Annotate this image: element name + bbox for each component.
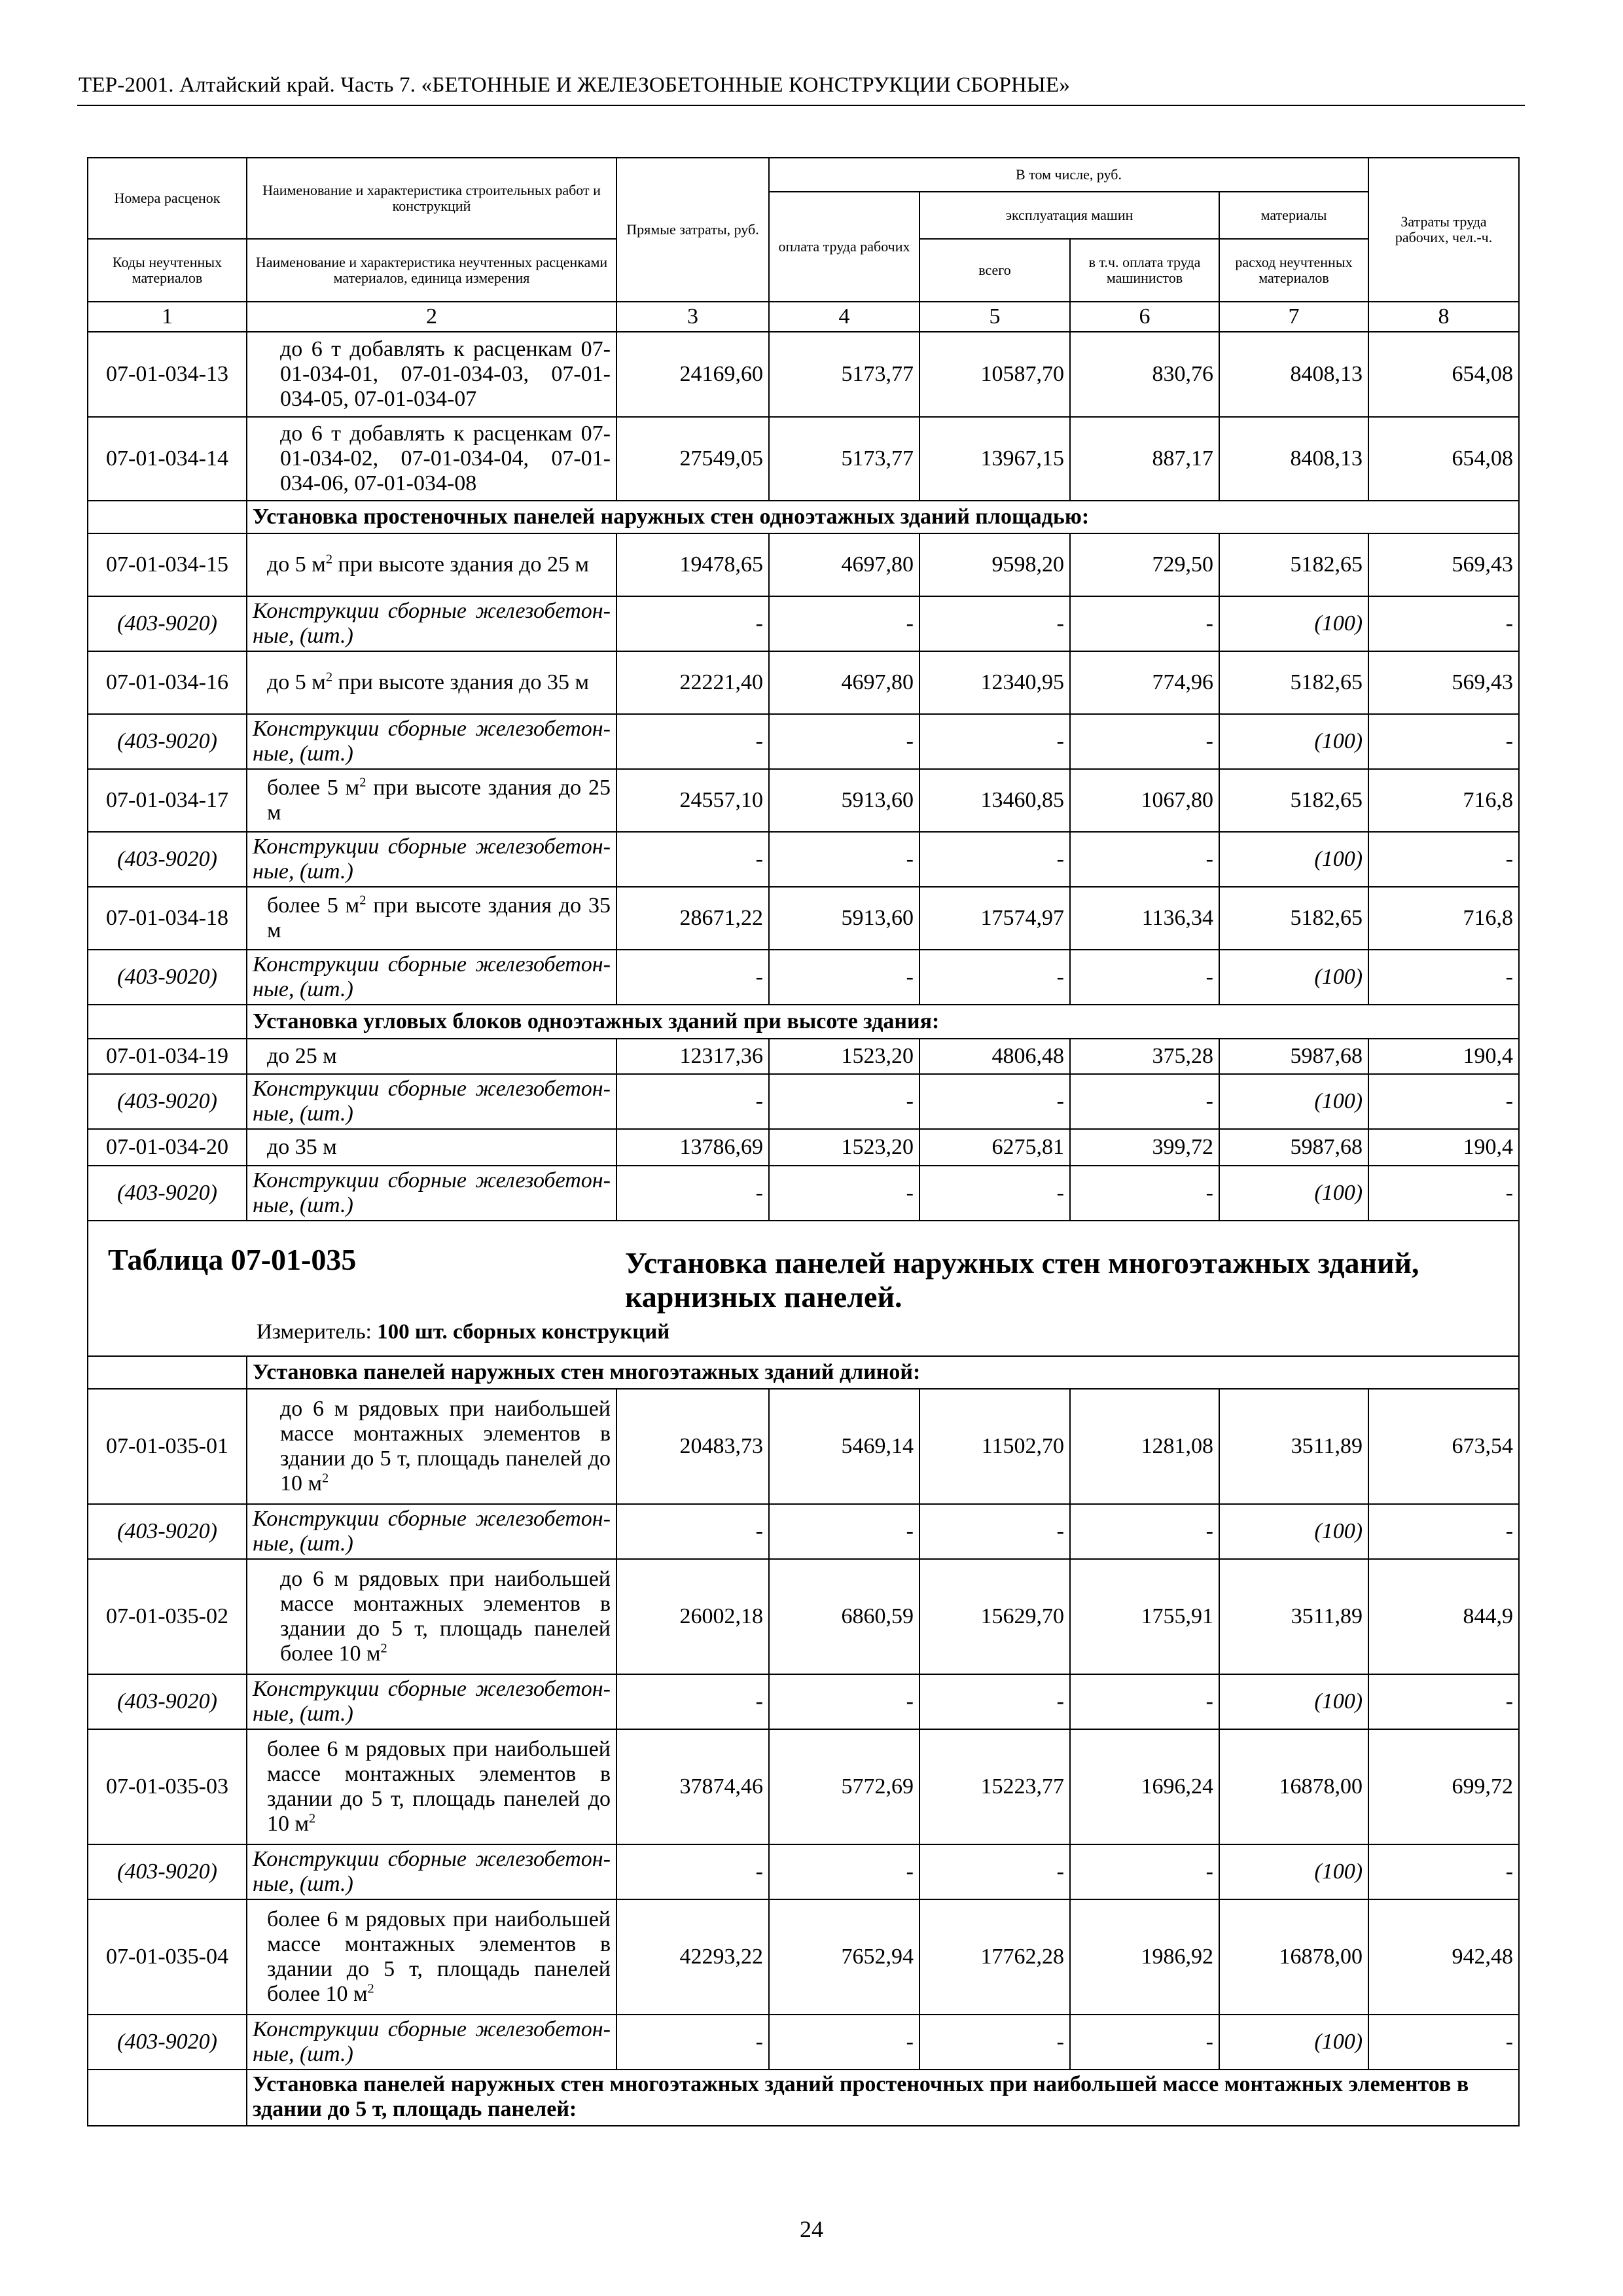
labor-pay: 5772,69	[769, 1729, 919, 1844]
material-quantity: (100)	[1219, 1166, 1368, 1221]
machines-total: 11502,70	[919, 1389, 1070, 1504]
material-quantity: (100)	[1219, 1674, 1368, 1729]
direct-costs: 13786,69	[616, 1129, 769, 1166]
rate-code: 07-01-034-20	[88, 1129, 247, 1166]
running-head: ТЕР-2001. Алтайский край. Часть 7. «БЕТОННЫЕ И ЖЕЛЕЗОБЕТОННЫЕ КОНСТРУКЦИИ СБОРНЫЕ»	[79, 73, 1071, 97]
material-code: (403-9020)	[88, 714, 247, 769]
labor-hours: 716,8	[1368, 769, 1519, 832]
machines-operators: 830,76	[1070, 332, 1219, 417]
labor-pay: 4697,80	[769, 651, 919, 714]
labor-hours: 673,54	[1368, 1389, 1519, 1504]
column-index: 5	[919, 302, 1070, 332]
header-labor-pay: оплата труда рабочих	[769, 192, 919, 302]
material-code: (403-9020)	[88, 950, 247, 1005]
work-description: до 6 т добавлять к расценкам 07-01-034-01, 07-01-034-03, 07-01-034-05, 07-01-034-07	[247, 332, 616, 417]
column-index: 1	[88, 302, 247, 332]
section-heading: Установка простеночных панелей наружных стен одноэтажных зданий площадью:	[247, 501, 1519, 533]
rate-code: 07-01-034-14	[88, 417, 247, 501]
material-code: (403-9020)	[88, 832, 247, 887]
materials-cost: 16878,00	[1219, 1729, 1368, 1844]
material-row: (403-9020) Конструкции сборные железобетонные, (шт.) - - - - (100) -	[88, 1166, 1519, 1221]
direct-costs: 22221,40	[616, 651, 769, 714]
rate-code: 07-01-035-02	[88, 1559, 247, 1674]
machines-total: 6275,81	[919, 1129, 1070, 1166]
header-direct-costs: Прямые затраты, руб.	[616, 158, 769, 302]
column-index: 3	[616, 302, 769, 332]
direct-costs: 37874,46	[616, 1729, 769, 1844]
column-index: 4	[769, 302, 919, 332]
rate-code: 07-01-034-18	[88, 887, 247, 950]
direct-costs: 24557,10	[616, 769, 769, 832]
rate-code: 07-01-034-13	[88, 332, 247, 417]
machines-operators: 729,50	[1070, 533, 1219, 596]
labor-hours: 844,9	[1368, 1559, 1519, 1674]
work-description: более 6 м рядовых при наибольшей массе монтажных элементов в здании до 5 т, площадь панелей до 10 $м^2$	[247, 1729, 616, 1844]
table-title: Таблица 07-01-035	[108, 1243, 357, 1276]
header-work-name: Наименование и характеристика строительных работ и конструкций	[247, 158, 616, 239]
material-name: Конструкции сборные железобетонные, (шт.)	[247, 1166, 616, 1221]
column-index: 7	[1219, 302, 1368, 332]
material-code: (403-9020)	[88, 1074, 247, 1129]
materials-cost: 8408,13	[1219, 417, 1368, 501]
header-materials: материалы	[1219, 192, 1368, 239]
work-description: до 5 $м^2$ при высоте здания до 25 м	[247, 533, 616, 596]
rate-code: 07-01-035-04	[88, 1899, 247, 2015]
materials-cost: 3511,89	[1219, 1389, 1368, 1504]
machines-total: 13967,15	[919, 417, 1070, 501]
table-row	[88, 769, 1519, 832]
material-name: Конструкции сборные железобетонные, (шт.)	[247, 714, 616, 769]
machines-operators: 887,17	[1070, 417, 1219, 501]
direct-costs: 24169,60	[616, 332, 769, 417]
table-title-block	[88, 1221, 1519, 1356]
table-row	[88, 1389, 1519, 1504]
work-description: более 5 $м^2$ при высоте здания до 25 м	[247, 769, 616, 832]
column-index: 8	[1368, 302, 1519, 332]
work-description: более 5 $м^2$ при высоте здания до 35 м	[247, 887, 616, 950]
material-row: (403-9020) Конструкции сборные железобетонные, (шт.) - - - - (100) -	[88, 1674, 1519, 1729]
machines-total: 13460,85	[919, 769, 1070, 832]
machines-total: 15223,77	[919, 1729, 1070, 1844]
labor-pay: 7652,94	[769, 1899, 919, 2015]
header-labor-hours: Затраты труда рабочих, чел.-ч.	[1368, 158, 1519, 302]
materials-cost: 3511,89	[1219, 1559, 1368, 1674]
machines-operators: 1136,34	[1070, 887, 1219, 950]
page-number: 24	[800, 2216, 823, 2242]
material-name: Конструкции сборные железобетонные, (шт.)	[247, 1674, 616, 1729]
materials-cost: 5182,65	[1219, 887, 1368, 950]
machines-operators: 1067,80	[1070, 769, 1219, 832]
machines-total: 4806,48	[919, 1039, 1070, 1074]
labor-pay: 5173,77	[769, 332, 919, 417]
table-row	[88, 417, 1519, 501]
labor-hours: 569,43	[1368, 533, 1519, 596]
labor-hours: 942,48	[1368, 1899, 1519, 2015]
materials-cost: 16878,00	[1219, 1899, 1368, 2015]
machines-total: 9598,20	[919, 533, 1070, 596]
labor-hours: 654,08	[1368, 417, 1519, 501]
material-quantity: (100)	[1219, 714, 1368, 769]
materials-cost: 5182,65	[1219, 769, 1368, 832]
work-description: до 6 м рядовых при наибольшей массе монтажных элементов в здании до 5 т, площадь панелей более 10 $м^2$	[247, 1559, 616, 1674]
column-index: 6	[1070, 302, 1219, 332]
machines-operators: 774,96	[1070, 651, 1219, 714]
table-row	[88, 651, 1519, 714]
material-quantity: (100)	[1219, 2015, 1368, 2070]
material-code: (403-9020)	[88, 1674, 247, 1729]
material-quantity: (100)	[1219, 950, 1368, 1005]
rates-table	[87, 157, 1520, 2126]
materials-cost: 5987,68	[1219, 1129, 1368, 1166]
machines-total: 17574,97	[919, 887, 1070, 950]
section-heading: Установка панелей наружных стен многоэтажных зданий простеночных при наибольшей массе монтажных элементов в здании до 5 т, площадь панелей:	[247, 2070, 1519, 2126]
column-index: 2	[247, 302, 616, 332]
material-name: Конструкции сборные железобетонные, (шт.)	[247, 832, 616, 887]
header-machines-operators: в т.ч. оплата труда машинистов	[1070, 239, 1219, 302]
header-rate-numbers: Номера расценок	[88, 158, 247, 239]
material-code: (403-9020)	[88, 2015, 247, 2070]
material-quantity: (100)	[1219, 1504, 1368, 1559]
material-row: (403-9020) Конструкции сборные железобетонные, (шт.) - - - - (100) -	[88, 2015, 1519, 2070]
material-code: (403-9020)	[88, 1504, 247, 1559]
column-index-row	[88, 302, 1519, 332]
header-materials-unaccounted: расход неучтенных материалов	[1219, 239, 1368, 302]
material-quantity: (100)	[1219, 832, 1368, 887]
material-row: (403-9020) Конструкции сборные железобетонные, (шт.) - - - - (100) -	[88, 950, 1519, 1005]
table-row	[88, 887, 1519, 950]
rate-code: 07-01-034-16	[88, 651, 247, 714]
machines-total: 15629,70	[919, 1559, 1070, 1674]
material-quantity: (100)	[1219, 596, 1368, 651]
labor-hours: 699,72	[1368, 1729, 1519, 1844]
section-heading: Установка угловых блоков одноэтажных зданий при высоте здания:	[247, 1005, 1519, 1039]
direct-costs: 12317,36	[616, 1039, 769, 1074]
machines-operators: 1281,08	[1070, 1389, 1219, 1504]
material-row: (403-9020) Конструкции сборные железобетонные, (шт.) - - - - (100) -	[88, 596, 1519, 651]
header-machines-total: всего	[919, 239, 1070, 302]
direct-costs: 27549,05	[616, 417, 769, 501]
table-row	[88, 1559, 1519, 1674]
table-row	[88, 332, 1519, 417]
labor-pay: 1523,20	[769, 1039, 919, 1074]
header-material-names: Наименование и характеристика неучтенных расценками материалов, единица измерения	[247, 239, 616, 302]
rate-code: 07-01-034-15	[88, 533, 247, 596]
table-row	[88, 1039, 1519, 1074]
material-code: (403-9020)	[88, 596, 247, 651]
materials-cost: 5987,68	[1219, 1039, 1368, 1074]
material-name: Конструкции сборные железобетонные, (шт.)	[247, 1504, 616, 1559]
materials-cost: 5182,65	[1219, 533, 1368, 596]
header-including: В том числе, руб.	[769, 158, 1368, 192]
labor-pay: 5913,60	[769, 769, 919, 832]
labor-pay: 1523,20	[769, 1129, 919, 1166]
machines-operators: 1986,92	[1070, 1899, 1219, 2015]
table-row	[88, 1129, 1519, 1166]
work-description: до 5 $м^2$ при высоте здания до 35 м	[247, 651, 616, 714]
labor-hours: 190,4	[1368, 1129, 1519, 1166]
material-name: Конструкции сборные железобетонные, (шт.)	[247, 2015, 616, 2070]
material-row: (403-9020) Конструкции сборные железобетонные, (шт.) - - - - (100) -	[88, 1504, 1519, 1559]
rate-code: 07-01-034-17	[88, 769, 247, 832]
table-row	[88, 1729, 1519, 1844]
material-name: Конструкции сборные железобетонные, (шт.)	[247, 950, 616, 1005]
machines-operators: 1696,24	[1070, 1729, 1219, 1844]
machines-operators: 399,72	[1070, 1129, 1219, 1166]
table-row	[88, 533, 1519, 596]
table-row	[88, 1899, 1519, 2015]
labor-hours: 190,4	[1368, 1039, 1519, 1074]
machines-total: 12340,95	[919, 651, 1070, 714]
labor-pay: 5173,77	[769, 417, 919, 501]
material-row: (403-9020) Конструкции сборные железобетонные, (шт.) - - - - (100) -	[88, 832, 1519, 887]
material-name: Конструкции сборные железобетонные, (шт.)	[247, 1844, 616, 1899]
direct-costs: 42293,22	[616, 1899, 769, 2015]
section-heading: Установка панелей наружных стен многоэтажных зданий длиной:	[247, 1356, 1519, 1389]
labor-pay: 5913,60	[769, 887, 919, 950]
work-description: до 25 м	[247, 1039, 616, 1074]
material-code: (403-9020)	[88, 1844, 247, 1899]
header-rule	[77, 105, 1525, 106]
material-row: (403-9020) Конструкции сборные железобетонные, (шт.) - - - - (100) -	[88, 1074, 1519, 1129]
work-description: до 6 т добавлять к расценкам 07-01-034-02, 07-01-034-04, 07-01-034-06, 07-01-034-08	[247, 417, 616, 501]
labor-pay: 4697,80	[769, 533, 919, 596]
table-measure: Измеритель: 100 шт. сборных конструкций	[257, 1320, 670, 1344]
rate-code: 07-01-035-01	[88, 1389, 247, 1504]
material-quantity: (100)	[1219, 1074, 1368, 1129]
labor-hours: 569,43	[1368, 651, 1519, 714]
rate-code: 07-01-034-19	[88, 1039, 247, 1074]
machines-operators: 1755,91	[1070, 1559, 1219, 1674]
direct-costs: 20483,73	[616, 1389, 769, 1504]
material-row: (403-9020) Конструкции сборные железобетонные, (шт.) - - - - (100) -	[88, 1844, 1519, 1899]
rate-code: 07-01-035-03	[88, 1729, 247, 1844]
labor-pay: 5469,14	[769, 1389, 919, 1504]
materials-cost: 5182,65	[1219, 651, 1368, 714]
work-description: до 35 м	[247, 1129, 616, 1166]
labor-hours: 654,08	[1368, 332, 1519, 417]
table-caption: Установка панелей наружных стен многоэтажных зданий, карнизных панелей.	[625, 1246, 1419, 1314]
direct-costs: 26002,18	[616, 1559, 769, 1674]
header-material-codes: Коды неучтенных материалов	[88, 239, 247, 302]
material-name: Конструкции сборные железобетонные, (шт.)	[247, 1074, 616, 1129]
machines-total: 10587,70	[919, 332, 1070, 417]
header-machines: эксплуатация машин	[919, 192, 1219, 239]
machines-operators: 375,28	[1070, 1039, 1219, 1074]
work-description: до 6 м рядовых при наибольшей массе монтажных элементов в здании до 5 т, площадь панелей до 10 $м^2$	[247, 1389, 616, 1504]
labor-pay: 6860,59	[769, 1559, 919, 1674]
material-name: Конструкции сборные железобетонные, (шт.)	[247, 596, 616, 651]
materials-cost: 8408,13	[1219, 332, 1368, 417]
machines-total: 17762,28	[919, 1899, 1070, 2015]
work-description: более 6 м рядовых при наибольшей массе монтажных элементов в здании до 5 т, площадь панелей более 10 $м^2$	[247, 1899, 616, 2015]
direct-costs: 19478,65	[616, 533, 769, 596]
labor-hours: 716,8	[1368, 887, 1519, 950]
material-quantity: (100)	[1219, 1844, 1368, 1899]
material-row: (403-9020) Конструкции сборные железобетонные, (шт.) - - - - (100) -	[88, 714, 1519, 769]
material-code: (403-9020)	[88, 1166, 247, 1221]
direct-costs: 28671,22	[616, 887, 769, 950]
